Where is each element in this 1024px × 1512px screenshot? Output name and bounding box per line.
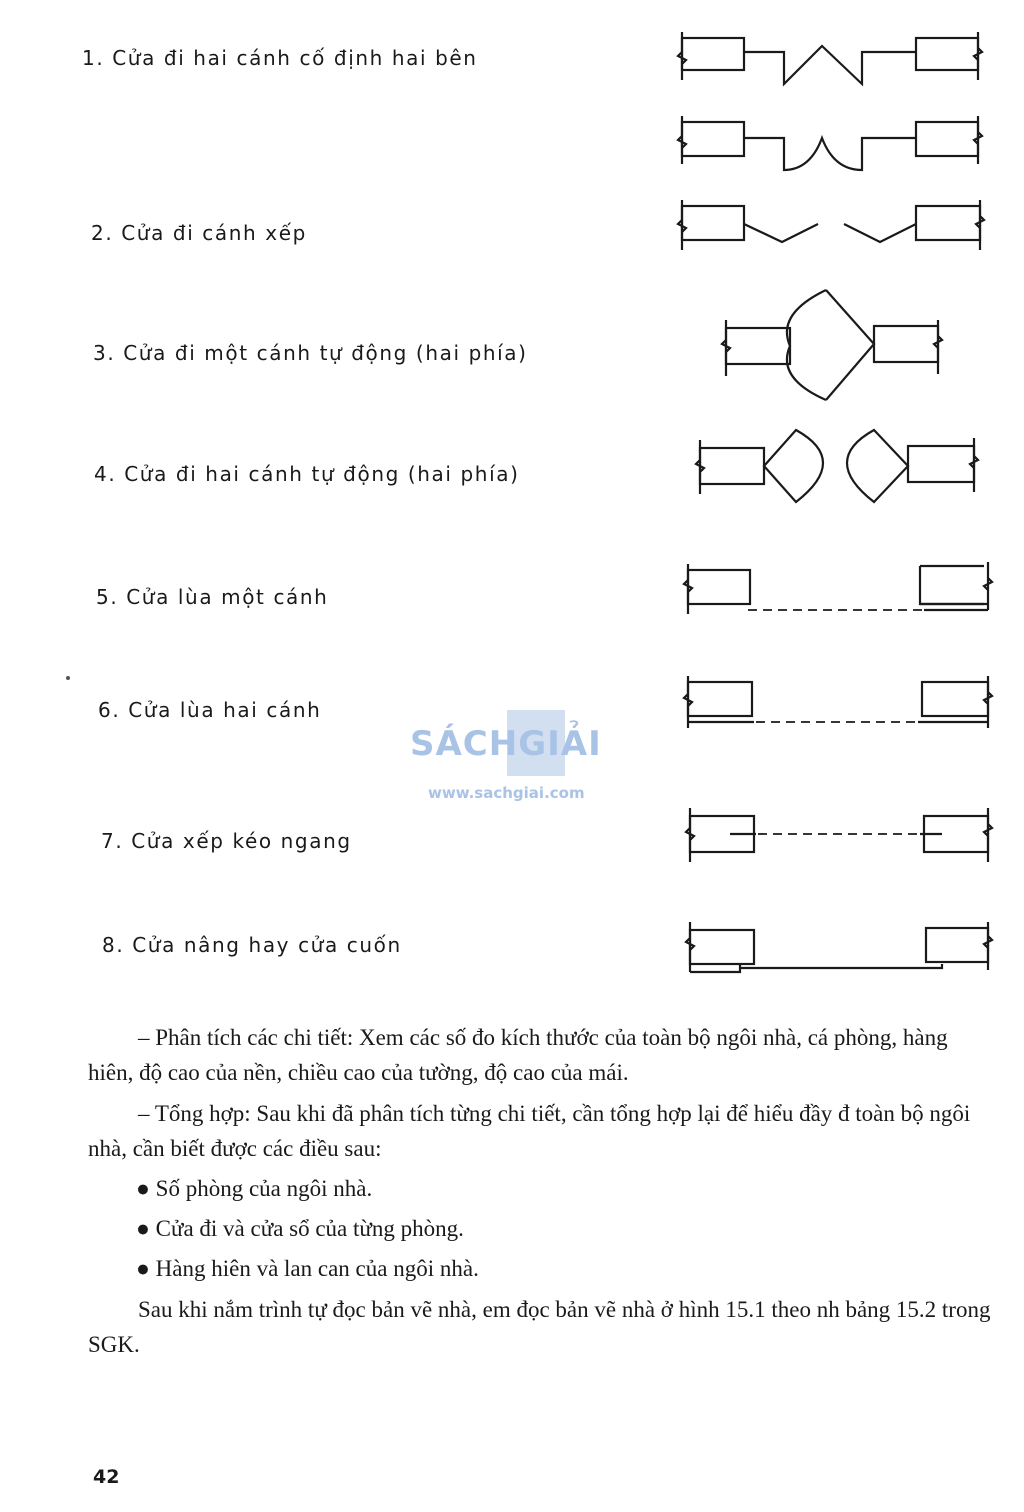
door-label-5: 5. Cửa lùa một cánh: [96, 585, 329, 609]
double-fixed-arc-door-symbol-icon: [672, 108, 992, 180]
double-swing-door-symbol-icon: [690, 422, 990, 512]
double-sliding-door-symbol-icon: [678, 672, 998, 736]
double-fixed-door-symbol-icon: [672, 22, 992, 94]
folding-door-symbol-icon: [672, 194, 992, 258]
bullet-item: ● Số phòng của ngôi nhà.: [136, 1176, 373, 1201]
door-label-4: 4. Cửa đi hai cánh tự động (hai phía): [94, 462, 520, 486]
door-label-8: 8. Cửa nâng hay cửa cuốn: [102, 933, 402, 957]
single-sliding-door-symbol-icon: [678, 558, 998, 622]
door-label-6: 6. Cửa lùa hai cánh: [98, 698, 322, 722]
bullet-item: ● Cửa đi và cửa sổ của từng phòng.: [136, 1216, 464, 1241]
scan-speck: [66, 676, 70, 680]
door-label-1: 1. Cửa đi hai cánh cố định hai bên: [82, 46, 478, 70]
door-label-2: 2. Cửa đi cánh xếp: [91, 221, 307, 245]
analysis-paragraph: – Phân tích các chi tiết: Xem các số đo kích thước của toàn bộ ngôi nhà, cá phòng, hàng hiên, độ cao của nền, chiều cao của tường, độ cao của mái.: [88, 1025, 948, 1085]
horizontal-folding-door-symbol-icon: [680, 800, 1000, 870]
closing-paragraph: Sau khi nắm trình tự đọc bản vẽ nhà, em đọc bản vẽ nhà ở hình 15.1 theo nh bảng 15.2 trong SGK.: [88, 1297, 991, 1357]
bullet-item: ● Hàng hiên và lan can của ngôi nhà.: [136, 1256, 479, 1281]
rolling-door-symbol-icon: [680, 916, 1000, 980]
watermark: [410, 706, 620, 806]
watermark-url: www.sachgiai.com: [428, 784, 585, 802]
door-label-3: 3. Cửa đi một cánh tự động (hai phía): [93, 341, 528, 365]
page-number: 42: [93, 1466, 120, 1488]
watermark-title: SÁCHGIẢI: [410, 724, 602, 764]
synthesis-paragraph: – Tổng hợp: Sau khi đã phân tích từng chi tiết, cần tổng hợp lại để hiểu đầy đ toàn bộ ngôi nhà, cần biết được các điều sau:: [88, 1101, 971, 1161]
door-label-7: 7. Cửa xếp kéo ngang: [101, 829, 352, 853]
body-text: [88, 1020, 993, 1362]
single-swing-door-symbol-icon: [716, 284, 956, 408]
